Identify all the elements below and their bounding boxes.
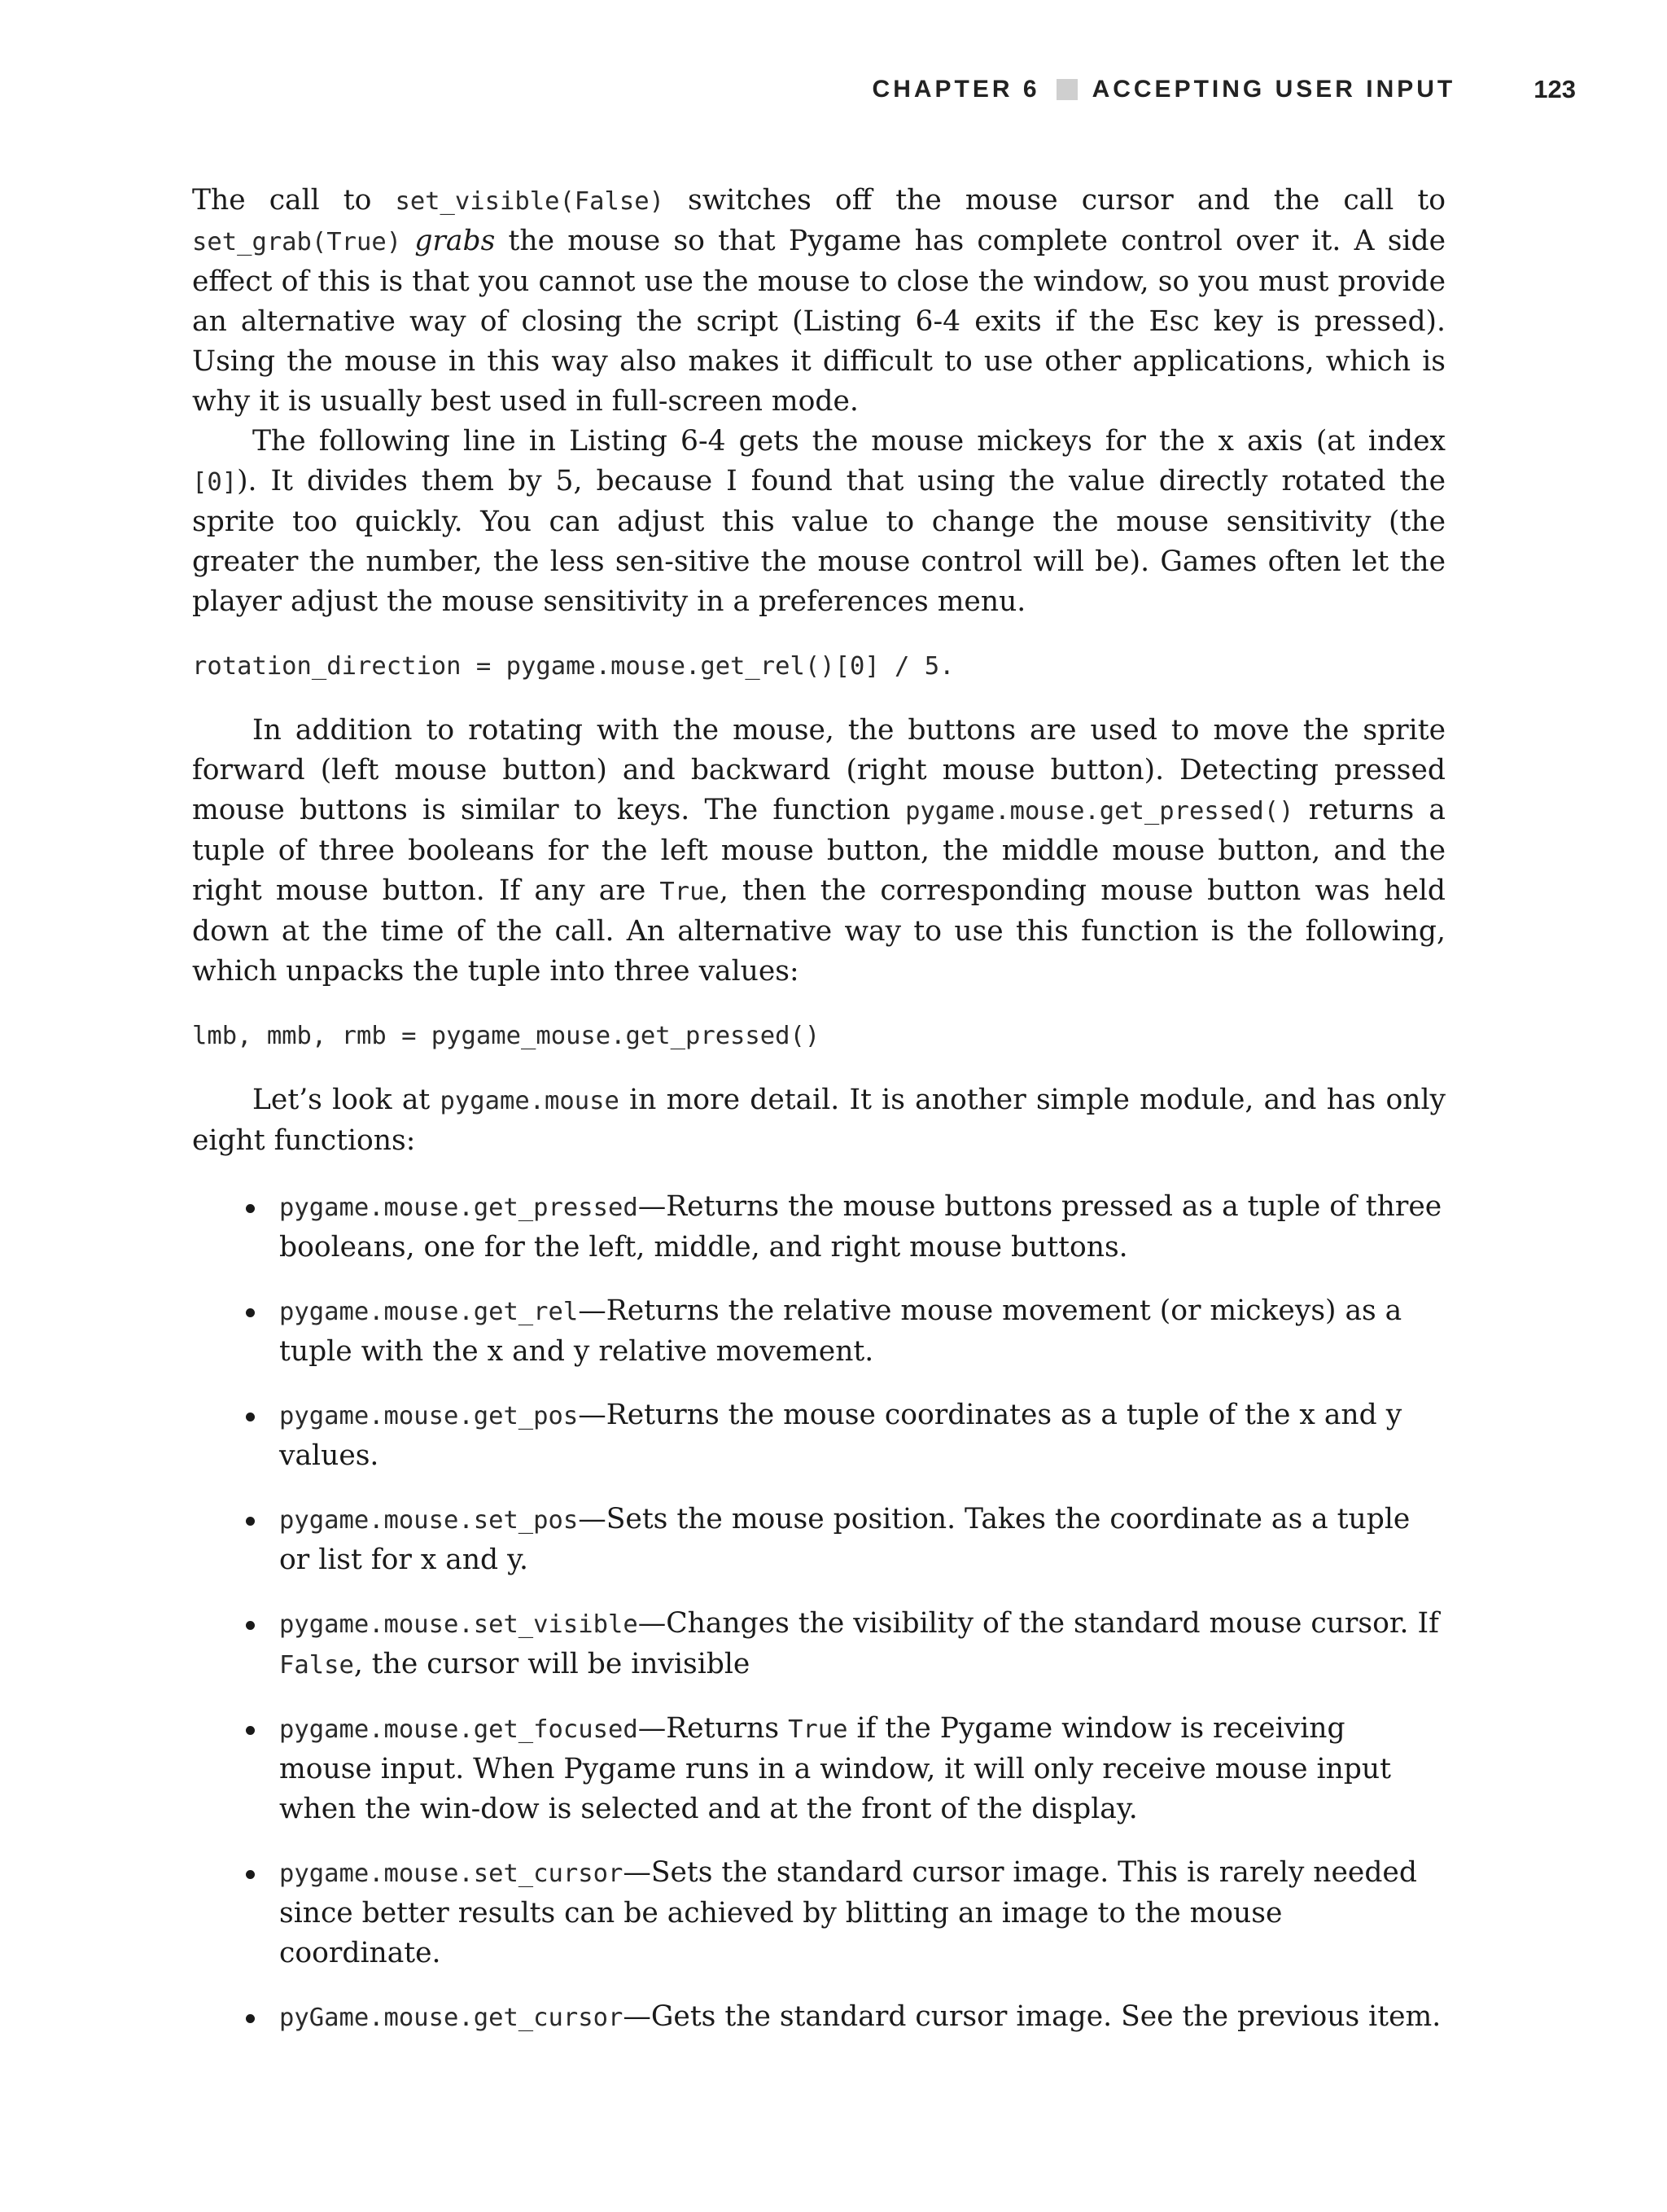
list-item: [192, 1291, 1446, 1372]
function-description: if the Pygame window is receiving mouse input. When Pygame runs in a window, it will only receive mouse input when the win-dow is selected and at the front of the display.: [279, 1712, 1391, 1825]
text-run: , then the corresponding mouse button was held down at the time of the call. An alternative way to use this function is the following, which unpacks the tuple into three values:: [192, 874, 1446, 988]
list-item: [192, 1395, 1446, 1476]
text-run: the mouse so that Pygame has complete control over it. A side effect of this is that you cannot use the mouse to close the window, so you must provide an alternative way of closing the script (Listing 6-4 exits if the Esc key is pressed). Using the mouse in this way also makes it difficult to use other applications, which is why it is usually best used in full-screen mode.: [192, 225, 1446, 418]
list-item: [192, 1500, 1446, 1580]
code-block-rotation: rotation_direction = pygame.mouse.get_rel()[0] / 5.: [192, 652, 955, 681]
text-run: The call to: [192, 184, 396, 217]
function-name: pygame.mouse.get_pos: [279, 1402, 579, 1430]
list-item: [192, 1187, 1446, 1268]
bullet-icon: [246, 2014, 255, 2023]
chapter-label: CHAPTER 6: [872, 76, 1040, 103]
list-item: [192, 1709, 1446, 1829]
function-description: —Returns the mouse buttons pressed as a tuple of three booleans, one for the left, middle, and right mouse buttons.: [279, 1190, 1442, 1264]
text-run: ). It divides them by 5, because I found that using the value directly rotated the sprite too quickly. You can adjust this value to change the mouse sensitivity (the greater the number, the less sen-sitive the mouse control will be). Games often let the player adjust the mouse sensitivity in a preferences menu.: [192, 465, 1446, 618]
code-block-pressed: lmb, mmb, rmb = pygame_mouse.get_pressed(): [192, 1022, 820, 1050]
inline-code: set_visible(False): [395, 187, 664, 216]
function-list: [192, 1187, 1446, 2038]
function-description: —Returns: [637, 1712, 789, 1745]
bullet-icon: [246, 1621, 255, 1630]
inline-code: [0]: [192, 468, 238, 497]
list-item: [192, 1853, 1446, 1973]
bullet-icon: [246, 1870, 255, 1879]
function-name: pygame.mouse.get_pressed: [279, 1194, 638, 1222]
function-name: pygame.mouse.set_visible: [279, 1610, 638, 1639]
bullet-icon: [246, 1308, 255, 1317]
bullet-icon: [246, 1517, 255, 1526]
section-title: ACCEPTING USER INPUT: [1092, 76, 1456, 103]
separator-square-icon: [1057, 79, 1078, 100]
function-description: , the cursor will be invisible: [353, 1648, 750, 1680]
function-description: —Returns the relative mouse movement (or mickeys) as a tuple with the x and y relative movement.: [279, 1294, 1402, 1368]
function-name: pygame.mouse.set_cursor: [279, 1859, 623, 1888]
bullet-icon: [246, 1726, 255, 1735]
text-run: In addition to rotating with the mouse, the buttons are used to move the sprite forward (left mouse button) and backward (right mouse button). Detecting pressed mouse buttons is similar to keys. The function: [192, 714, 1446, 826]
inline-code: pygame.mouse.get_pressed(): [905, 797, 1294, 826]
text-run: in more detail. It is another simple module, and has only eight functions:: [192, 1084, 1446, 1157]
emphasis: grabs: [414, 225, 496, 257]
function-description: —Gets the standard cursor image. See the previous item.: [623, 2000, 1442, 2033]
function-description: —Sets the mouse position. Takes the coordinate as a tuple or list for x and y.: [279, 1503, 1411, 1576]
list-item: [192, 1604, 1446, 1685]
inline-code: True: [659, 878, 720, 906]
function-description: —Sets the standard cursor image. This is rarely needed since better results can be achieved by blitting an image to the mouse coordinate.: [279, 1856, 1417, 1969]
page-number: 123: [1534, 75, 1576, 103]
list-item: [192, 1997, 1446, 2038]
text-run: switches off the mouse cursor and the call to: [663, 184, 1446, 217]
inline-code: True: [788, 1715, 848, 1744]
bullet-icon: [246, 1413, 255, 1421]
text-run: returns a tuple of three booleans for the left mouse button, the middle mouse button, and the right mouse button. If any are: [192, 794, 1446, 907]
paragraph-4: [192, 1080, 1446, 1161]
paragraph-2: [192, 422, 1446, 622]
function-name: pygame.mouse.get_rel: [279, 1298, 579, 1326]
inline-code: False: [279, 1651, 354, 1680]
function-description: —Changes the visibility of the standard mouse cursor. If: [637, 1607, 1439, 1640]
text-run: Let’s look at: [252, 1084, 440, 1116]
body-text: [192, 181, 1446, 2061]
inline-code: pygame.mouse: [440, 1087, 619, 1115]
bullet-icon: [246, 1204, 255, 1213]
running-head: [873, 75, 1576, 104]
paragraph-3: [192, 711, 1446, 992]
inline-code: set_grab(True): [192, 228, 402, 256]
function-name: pygame.mouse.get_focused: [279, 1715, 638, 1744]
function-description: —Returns the mouse coordinates as a tuple of the x and y values.: [279, 1399, 1402, 1472]
paragraph-1: [192, 181, 1446, 422]
text-run: The following line in Listing 6-4 gets the mouse mickeys for the x axis (at index: [252, 425, 1446, 458]
function-name: pygame.mouse.set_pos: [279, 1506, 579, 1535]
function-name: pyGame.mouse.get_cursor: [279, 2004, 623, 2032]
